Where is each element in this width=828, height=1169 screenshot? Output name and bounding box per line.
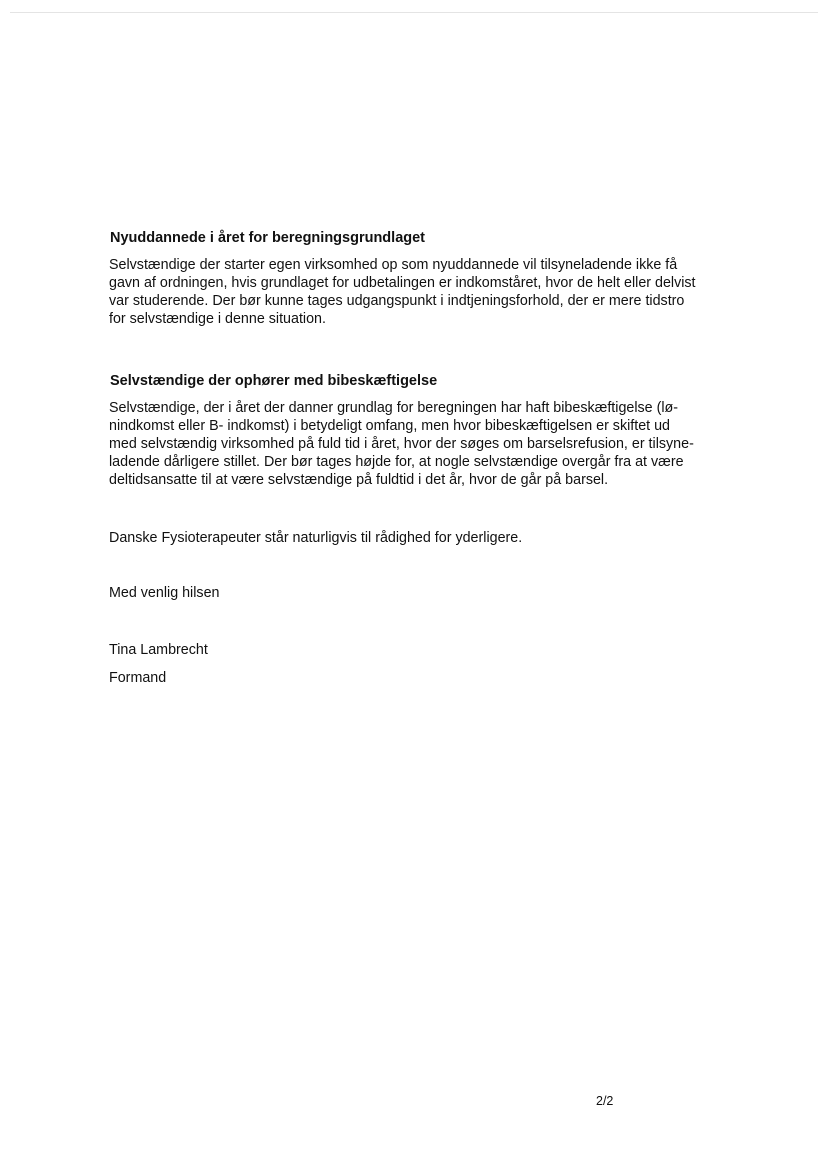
closing-offer: Danske Fysioterapeuter står naturligvis til rådighed for yderligere. bbox=[109, 530, 523, 546]
letter-body bbox=[109, 229, 721, 687]
signatory-name: Tina Lambrecht bbox=[109, 642, 208, 658]
section-nyuddannede bbox=[109, 229, 721, 328]
section-heading: Selvstændige der ophører med bibeskæftigelse bbox=[110, 373, 438, 389]
paragraph-line: gavn af ordningen, hvis grundlaget for udbetalingen er indkomståret, hvor de helt eller delvist bbox=[109, 275, 696, 291]
paragraph-line: var studerende. Der bør kunne tages udgangspunkt i indtjeningsforhold, der er mere tidstro bbox=[109, 293, 685, 309]
paragraph-line: Selvstændige, der i året der danner grundlag for beregningen har haft bibeskæftigelse (lø- bbox=[109, 400, 679, 416]
page-number: 2/2 bbox=[596, 1094, 614, 1108]
paragraph-line: deltidsansatte til at være selvstændige på fuldtid i det år, hvor de går på barsel. bbox=[109, 472, 609, 488]
section-paragraph bbox=[109, 399, 721, 489]
section-bibeskaeftigelse bbox=[109, 372, 721, 489]
paragraph-line: Selvstændige der starter egen virksomhed op som nyuddannede vil tilsyneladende ikke få bbox=[109, 257, 678, 273]
section-paragraph bbox=[109, 256, 721, 328]
paragraph-line: ladende dårligere stillet. Der bør tages højde for, at nogle selvstændige overgår fra at være bbox=[109, 454, 684, 470]
signatory-title: Formand bbox=[109, 670, 167, 686]
closing-greeting: Med venlig hilsen bbox=[109, 585, 220, 601]
paragraph-line: for selvstændige i denne situation. bbox=[109, 311, 326, 327]
page-edge-line bbox=[10, 12, 818, 13]
paragraph-line: nindkomst eller B- indkomst) i betydeligt omfang, men hvor bibeskæftigelsen er skiftet ud bbox=[109, 418, 671, 434]
section-heading: Nyuddannede i året for beregningsgrundlaget bbox=[110, 230, 426, 246]
paragraph-line: med selvstændig virksomhed på fuld tid i året, hvor der søges om barselsrefusion, er tilsyne- bbox=[109, 436, 694, 452]
